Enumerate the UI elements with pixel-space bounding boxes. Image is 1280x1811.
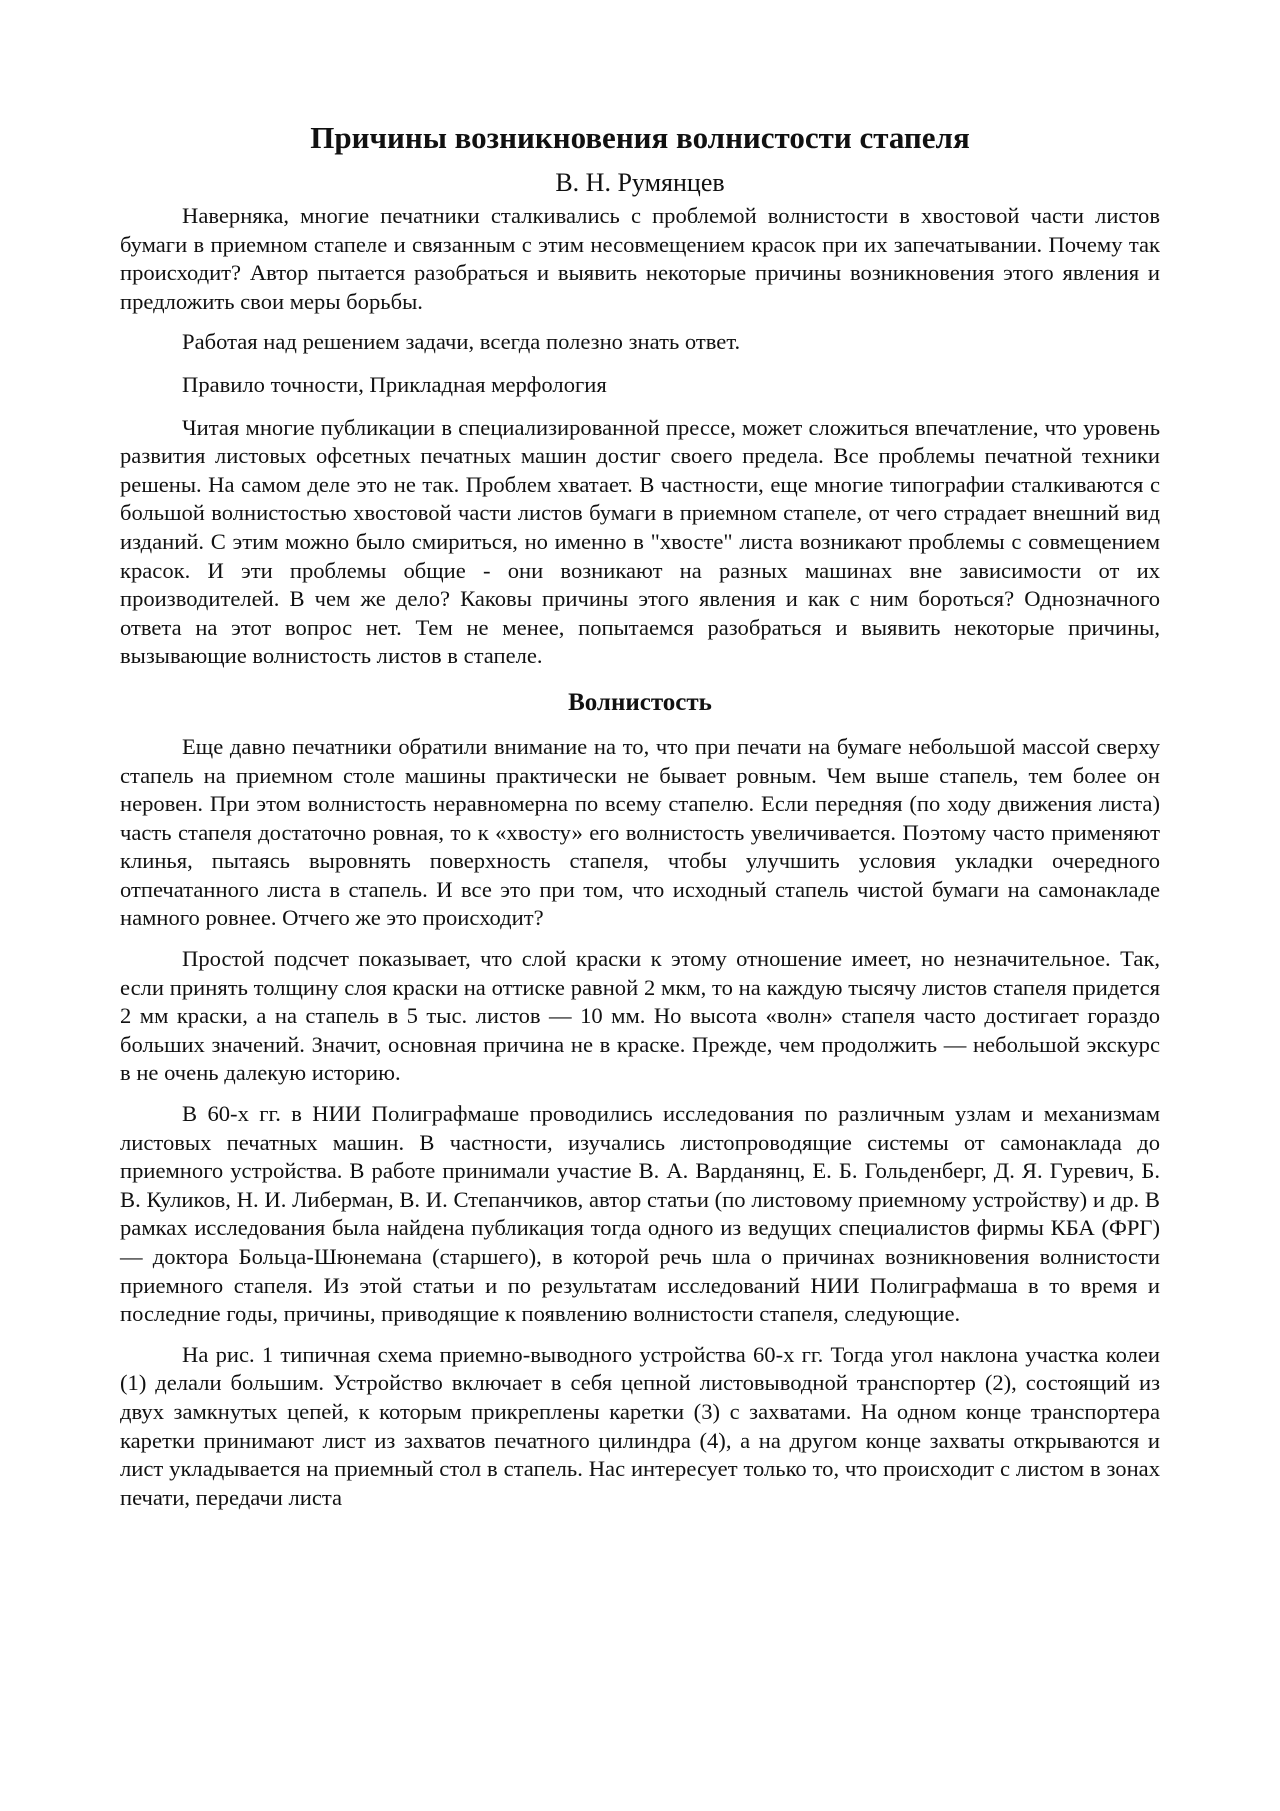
- body-paragraph: В 60-х гг. в НИИ Полиграфмаше проводились исследования по различным узлам и механизмам листовых печатных машин. В частности, изучались листопроводящие системы от самонаклада до приемного устройства. В работе принимали участие В. А. Варданянц, Е. Б. Гольденберг, Д. Я. Гуревич, Б. В. Куликов, Н. И. Либерман, В. И. Степанчиков, автор статьи (по листовому приемному устройству) и др. В рамках исследования была найдена публикация тогда одного из ведущих специалистов фирмы КБА (ФРГ) — доктора Больца-Шюнемана (старшего), в которой речь шла о причинах возникновения волнистости приемного стапеля. Из этой статьи и по результатам исследований НИИ Полиграфмаша в то время и последние годы, причины, приводящие к появлению волнистости стапеля, следующие.: [120, 1101, 1160, 1327]
- epigraph-quote: Работая над решением задачи, всегда полезно знать ответ.: [182, 329, 741, 355]
- section-heading: Волнистость: [568, 688, 712, 716]
- body-paragraph: Еще давно печатники обратили внимание на то, что при печати на бумаге небольшой массой сверху стапель на приемном столе машины практически не бывает ровным. Чем выше стапель, тем более он неровен. При этом волнистость неравномерна по всему стапелю. Если передняя (по ходу движения листа) часть стапеля достаточно ровная, то к «хвосту» его волнистость увеличивается. Поэтому часто применяют клинья, пытаясь выровнять поверхность стапеля, чтобы улучшить условия укладки очередного отпечатанного листа в стапель. И все это при том, что исходный стапель чистой бумаги на самонакладе намного ровнее. Отчего же это происходит?: [120, 733, 1160, 931]
- author-name: В. Н. Румянцев: [555, 168, 725, 197]
- body-paragraph: На рис. 1 типичная схема приемно-выводного устройства 60-х гг. Тогда угол наклона участка колеи (1) делали большим. Устройство включает в себя цепной листовыводной транспортер (2), состоящий из двух замкнутых цепей, к которым прикреплены каретки (3) с захватами. На одном конце транспортера каретки принимают лист из захватов печатного цилиндра (4), а на другом конце захваты открываются и лист укладывается на приемный стол в стапель. Нас интересует только то, что происходит с листом в зонах печати, передачи листа: [120, 1341, 1160, 1510]
- body-paragraph: Простой подсчет показывает, что слой краски к этому отношение имеет, но незначительное. Так, если принять толщину слоя краски на оттиске равной 2 мкм, то на каждую тысячу листов стапеля придется 2 мм краски, а на стапель в 5 тыс. листов — 10 мм. Но высота «волн» стапеля часто достигает гораздо больших значений. Значит, основная причина не в краске. Прежде, чем продолжить — небольшой экскурс в не очень далекую историю.: [120, 946, 1160, 1086]
- document-title: Причины возникновения волнистости стапеля: [310, 120, 970, 155]
- epigraph-source: Правило точности, Прикладная мерфология: [182, 371, 607, 397]
- document-page: [120, 118, 1160, 1524]
- body-paragraph: Читая многие публикации в специализированной прессе, может сложиться впечатление, что уровень развития листовых офсетных печатных машин достиг своего предела. Все проблемы печатной техники решены. На самом деле это не так. Проблем хватает. В частности, еще многие типографии сталкиваются с большой волнистостью хвостовой части листов бумаги в приемном стапеле, от чего страдает внешний вид изданий. С этим можно было смириться, но именно в "хвосте" листа возникают проблемы с совмещением красок. И эти проблемы общие - они возникают на разных машинах вне зависимости от их производителей. В чем же дело? Каковы причины этого явления и как с ним бороться? Однозначного ответа на этот вопрос нет. Тем не менее, попытаемся разобраться и выявить некоторые причины, вызывающие волнистость листов в стапеле.: [120, 414, 1160, 669]
- intro-paragraph: Наверняка, многие печатники сталкивались с проблемой волнистости в хвостовой части листов бумаги в приемном стапеле и связанным с этим несовмещением красок при их запечатывании. Почему так происходит? Автор пытается разобраться и выявить некоторые причины возникновения этого явления и предложить свои меры борьбы.: [120, 203, 1160, 314]
